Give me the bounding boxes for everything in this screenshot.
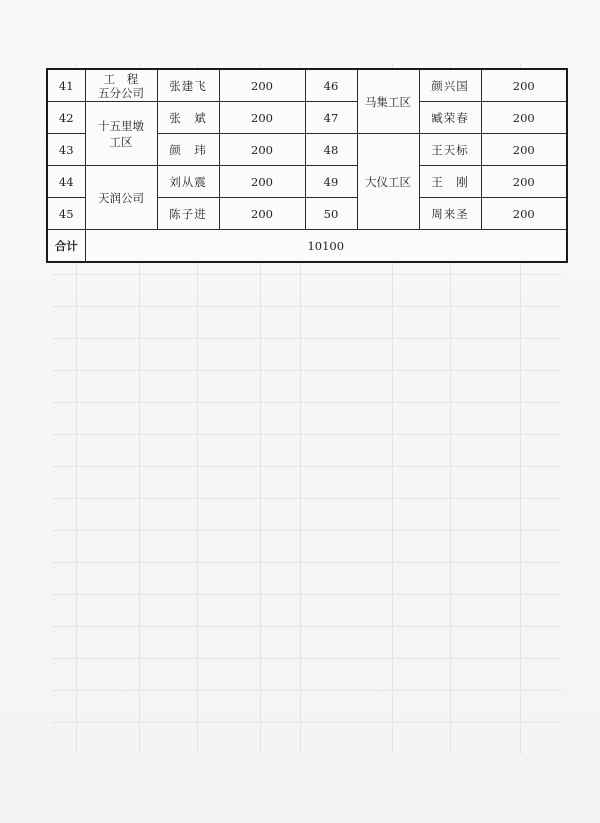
amount-cell: 200 [481, 166, 567, 198]
unit-cell [357, 69, 419, 134]
row-number: 47 [305, 102, 357, 134]
unit-name: 大仪工区 [365, 174, 411, 189]
person-name: 颜 玮 [157, 134, 219, 166]
table-row [47, 102, 567, 134]
row-number: 41 [47, 69, 85, 102]
unit-cell [85, 166, 157, 230]
unit-cell [85, 69, 157, 102]
unit-name: 天润公司 [98, 190, 144, 205]
row-number: 43 [47, 134, 85, 166]
row-number: 49 [305, 166, 357, 198]
amount-cell: 200 [219, 166, 305, 198]
table-row [47, 69, 567, 102]
person-name: 臧荣春 [419, 102, 481, 134]
row-number: 45 [47, 198, 85, 230]
amount-cell: 200 [219, 198, 305, 230]
unit-name: 马集工区 [365, 94, 411, 109]
person-name: 周来圣 [419, 198, 481, 230]
amount-cell: 200 [481, 198, 567, 230]
row-number: 42 [47, 102, 85, 134]
total-label: 合计 [47, 230, 85, 263]
row-number: 48 [305, 134, 357, 166]
unit-cell [357, 134, 419, 230]
unit-name: 工 程 五分公司 [98, 71, 144, 100]
amount-cell: 200 [481, 134, 567, 166]
unit-cell [85, 102, 157, 166]
person-name: 刘从震 [157, 166, 219, 198]
total-row [47, 230, 567, 263]
unit-name: 十五里墩 工区 [98, 118, 144, 149]
amount-cell: 200 [219, 134, 305, 166]
row-number: 44 [47, 166, 85, 198]
person-name: 张建飞 [157, 69, 219, 102]
total-value: 10100 [85, 230, 567, 263]
person-name: 王 刚 [419, 166, 481, 198]
amount-cell: 200 [481, 69, 567, 102]
amount-table [46, 68, 568, 263]
person-name: 王天标 [419, 134, 481, 166]
row-number: 46 [305, 69, 357, 102]
row-number: 50 [305, 198, 357, 230]
person-name: 张 斌 [157, 102, 219, 134]
amount-cell: 200 [481, 102, 567, 134]
person-name: 陈子进 [157, 198, 219, 230]
amount-cell: 200 [219, 69, 305, 102]
table-row [47, 166, 567, 198]
person-name: 颜兴国 [419, 69, 481, 102]
amount-cell: 200 [219, 102, 305, 134]
